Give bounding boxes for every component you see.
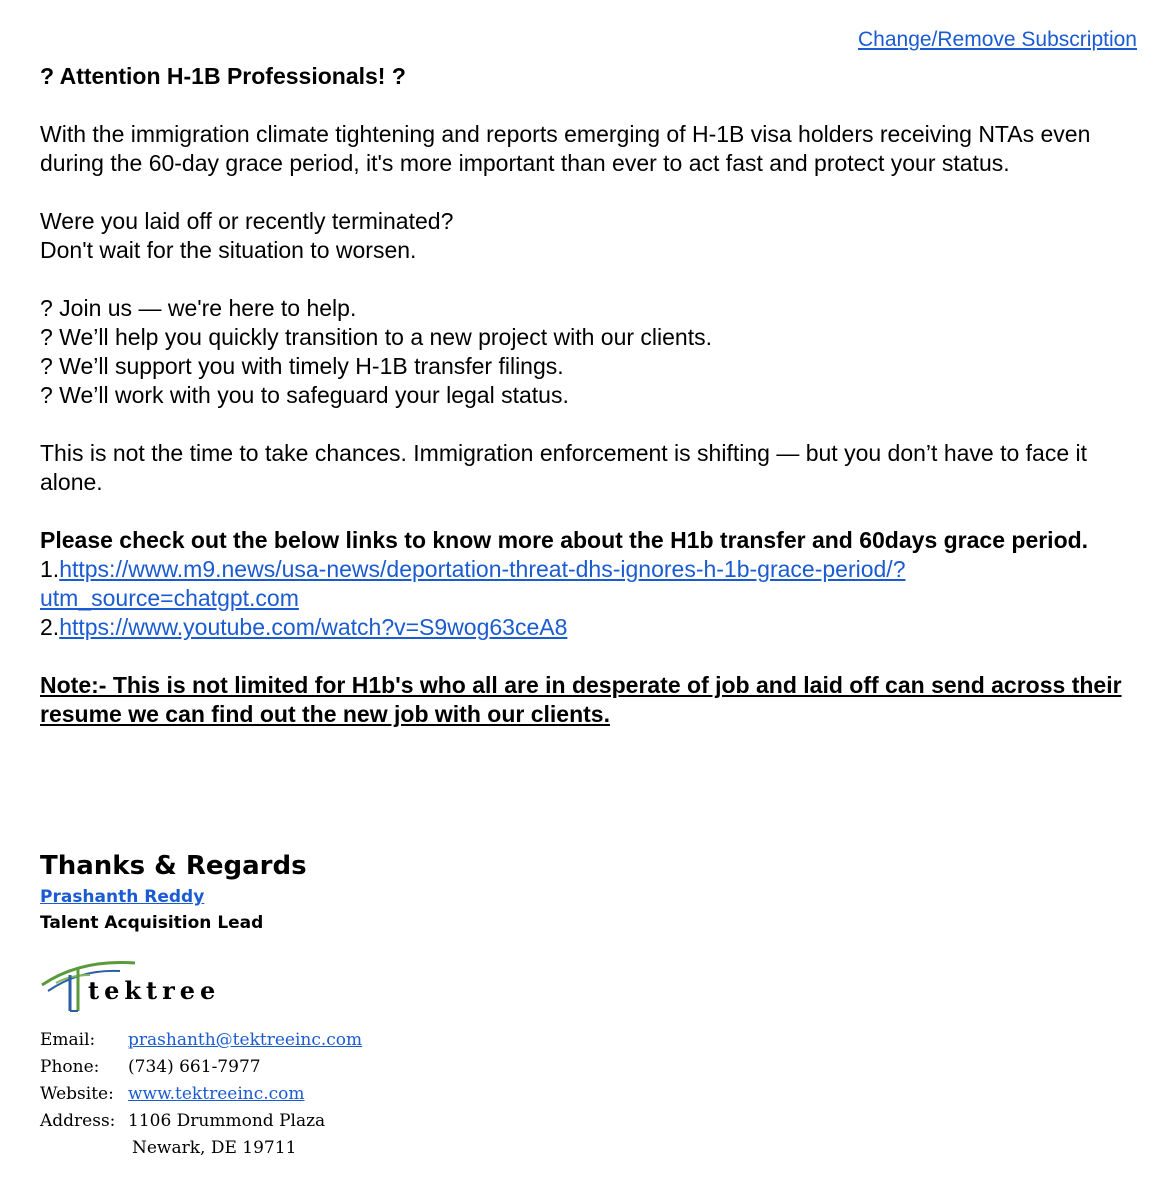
website-link[interactable]: www.tektreeinc.com <box>128 1084 305 1104</box>
bullet-item: ? Join us — we're here to help. <box>40 295 357 321</box>
address-line2: Newark, DE 19711 <box>132 1138 297 1158</box>
bullet-item: ? We’ll work with you to safeguard your legal status. <box>40 382 569 408</box>
email-question-line1: Were you laid off or recently terminated? <box>40 208 454 234</box>
link-prefix: 1. <box>40 556 60 582</box>
email-question-line2: Don't wait for the situation to worsen. <box>40 237 417 263</box>
tektree-logo-icon <box>40 955 240 1017</box>
contact-address-row <box>40 1108 362 1135</box>
email-headline: ? Attention H-1B Professionals! ? <box>40 63 406 89</box>
contact-phone-row <box>40 1054 362 1081</box>
email-label: Email: <box>40 1030 96 1050</box>
email-body <box>40 62 1140 729</box>
phone-value: (734) 661-7977 <box>128 1057 261 1077</box>
contact-website-row <box>40 1081 362 1108</box>
email-link[interactable]: prashanth@tektreeinc.com <box>128 1030 363 1050</box>
tektree-logo <box>40 955 240 1017</box>
m9-news-link[interactable]: https://www.m9.news/usa-news/deportation-threat-dhs-ignores-h-1b-grace-period/? utm_source=chatgpt.com <box>40 556 906 611</box>
change-remove-subscription-link[interactable]: Change/Remove Subscription <box>858 28 1137 51</box>
svg-text:tektree: tektree <box>88 976 221 1005</box>
link-row-1 <box>40 555 1140 613</box>
link-row-2 <box>40 613 1140 642</box>
phone-label: Phone: <box>40 1057 100 1077</box>
website-label: Website: <box>40 1084 114 1104</box>
bullet-item: ? We’ll help you quickly transition to a new project with our clients. <box>40 324 713 350</box>
links-heading: Please check out the below links to know more about the H1b transfer and 60days grace period. <box>40 527 1089 553</box>
youtube-link[interactable]: https://www.youtube.com/watch?v=S9wog63ceA8 <box>59 614 568 640</box>
signature-name-link[interactable]: Prashanth Reddy <box>40 887 205 907</box>
email-note: Note:- This is not limited for H1b's who all are in desperate of job and laid off can send across their resume we can find out the new job with our clients. <box>40 672 1122 727</box>
contact-details <box>40 1027 362 1162</box>
email-warning: This is not the time to take chances. Immigration enforcement is shifting — but you don’t have to face it alone. <box>40 440 1088 495</box>
signature-thanks: Thanks & Regards <box>40 851 307 881</box>
address-line1: 1106 Drummond Plaza <box>128 1111 326 1131</box>
signature-role: Talent Acquisition Lead <box>40 913 264 933</box>
contact-email-row <box>40 1027 362 1054</box>
bullet-item: ? We’ll support you with timely H-1B transfer filings. <box>40 353 564 379</box>
address-label: Address: <box>40 1111 116 1131</box>
link-prefix: 2. <box>40 614 60 640</box>
signature-block <box>40 848 307 936</box>
email-intro: With the immigration climate tightening and reports emerging of H-1B visa holders receiving NTAs even during the 60-day grace period, it's more important than ever to act fast and protect your status. <box>40 121 1091 176</box>
